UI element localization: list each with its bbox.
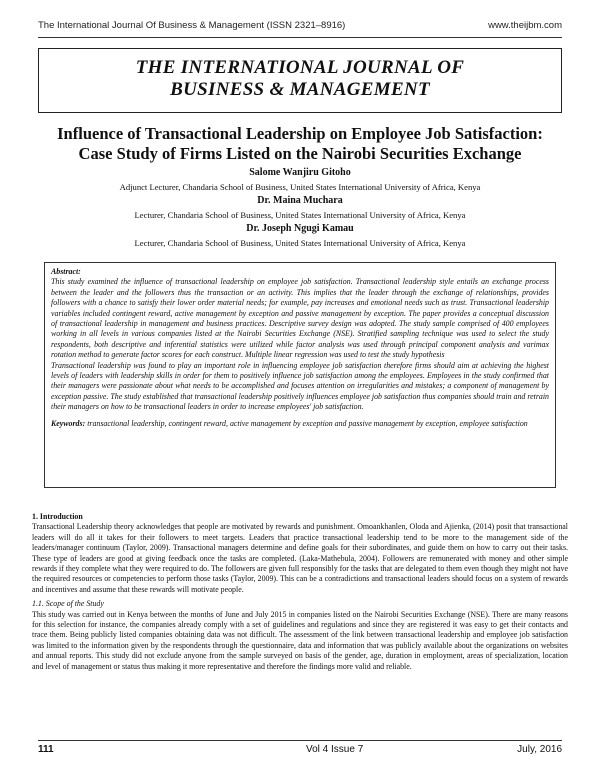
page-number: 111 <box>38 744 54 755</box>
author-name: Salome Wanjiru Gitoho <box>249 167 351 178</box>
journal-title-box <box>38 48 562 113</box>
section-paragraph: Transactional Leadership theory acknowledges that people are motivated by rewards and punishment. Omoankhanlen, Oloda and Ajienka, (2014) posit that transactional leaders will do all it takes for their followers to meet targets. Leaders that practice transactional leadership tend to be more to the management side of the leaders/manager continuum (Taylor, 2009). Transactional managers determine and define goals for their subordinates, and guide them on how to carry out their tasks. These type of leaders are good at giving feedback once the tasks are completed. (Laka-Mathebula, 2004). Followers are remunerated with money and other simple rewards if they complete what they were required to do. The followers are given full responsibly for the tasks that are delegated to them even though they might not have the required resources or competencies to perform those tasks (Taylor, 2009). This can be a contradictions and transactional leaders should focus on a system of rewards and incentives and assume that these rewards will motivate people. <box>32 522 568 594</box>
keywords-label: Keywords: <box>51 418 86 428</box>
paper-title <box>30 124 570 164</box>
subsection-heading: 1.1. Scope of the Study <box>32 599 104 609</box>
running-header <box>38 20 562 36</box>
footer-divider <box>38 740 562 741</box>
abstract-paragraph: Transactional leadership was found to play an important role in influencing employee job satisfaction therefore firms should aim at achieving the highest levels of leaders with leadership skills in order for them to positively influence job satisfaction among the employees. Employees in the study confirmed that their managers were passionate about what needs to be accomplished and focuses attention on irregularities and mistakes; a component of management by exception passive. The study established that transactional leadership positively influences employee job satisfaction thus companies should train and retrain their managers on how to be transactional leaders in order to increase employees' job satisfaction. <box>51 360 549 412</box>
volume-issue: Vol 4 Issue 7 <box>306 744 364 755</box>
body-text <box>32 512 568 672</box>
journal-title-line1: THE INTERNATIONAL JOURNAL OF <box>135 57 465 78</box>
keywords-text: transactional leadership, contingent reward, active management by exception and passive management by exception, employee satisfaction <box>87 418 528 428</box>
abstract-box <box>44 262 556 488</box>
author-affiliation: Lecturer, Chandaria School of Business, United States International University of Africa, Kenya <box>134 210 466 220</box>
page-footer <box>38 744 562 760</box>
author-affiliation: Adjunct Lecturer, Chandaria School of Business, United States International University of Africa, Kenya <box>119 182 481 192</box>
author-name: Dr. Joseph Ngugi Kamau <box>246 223 354 234</box>
section-paragraph: This study was carried out in Kenya between the months of June and July 2015 in companies listed on the Nairobi Securities Exchange (NSE). There are many reasons for this selection for instance, the companies already comply with a set of guidelines and regulations and since they are registered it was easy to get their contacts and trace them. Being publicly listed companies obtaining data was not difficult. The assessment of the link between transactional leadership and employee job satisfaction was limited to the information given by the respondents through the questionnaire, data and information that was publicly available about the organizations on websites and annual reports. This study did not exclude anyone from the sample surveyed on basis of the gender, age, duration in employment, areas of specialization, location and level of management or status thus making it more representative and therefore the findings more valid and reliable. <box>32 609 568 671</box>
abstract-paragraph: This study examined the influence of transactional leadership on employee job satisfaction. Transactional leadership style entails an exchange process between the leader and the followers thus the transaction or an activity. This implies that the leader through the exchange of relationships, provides followers with a chance to satisfy their lower order material needs; for example, pay increases and emotional needs such as trust. Transactional leadership variables included contingent reward, active management by exception and passive management by exception. The paper provides a conceptual discussion of transactional leadership in management and business practices. Descriptive survey design was adopted. The study sample comprised of 400 employees working in all levels in various companies listed at the Nairobi Securities Exchange (NSE). Stratified sampling technique was used to select the study respondents, both descriptive and inferential statistics were utilized while factor analysis was used through principal component analysis and varimax rotation method to generate factor scores for each construct. Multiple linear regression was used to test the study hypothesis <box>51 277 549 360</box>
author-affiliation: Lecturer, Chandaria School of Business, United States International University of Africa, Kenya <box>134 238 466 248</box>
author-name: Dr. Maina Muchara <box>257 195 343 206</box>
section-heading: 1. Introduction <box>32 512 83 521</box>
website-link[interactable]: www.theijbm.com <box>488 20 562 31</box>
abstract-label: Abstract: <box>51 267 81 276</box>
author-list <box>30 166 570 250</box>
keywords <box>51 419 549 429</box>
journal-issn: The International Journal Of Business & Management (ISSN 2321–8916) <box>38 20 346 31</box>
header-divider <box>38 37 562 38</box>
paper-title-line1: Influence of Transactional Leadership on Employee Job Satisfaction: <box>57 124 543 143</box>
paper-title-line2: Case Study of Firms Listed on the Nairobi Securities Exchange <box>78 144 522 163</box>
issue-date: July, 2016 <box>517 744 562 755</box>
journal-title-line2: BUSINESS & MANAGEMENT <box>170 79 430 100</box>
